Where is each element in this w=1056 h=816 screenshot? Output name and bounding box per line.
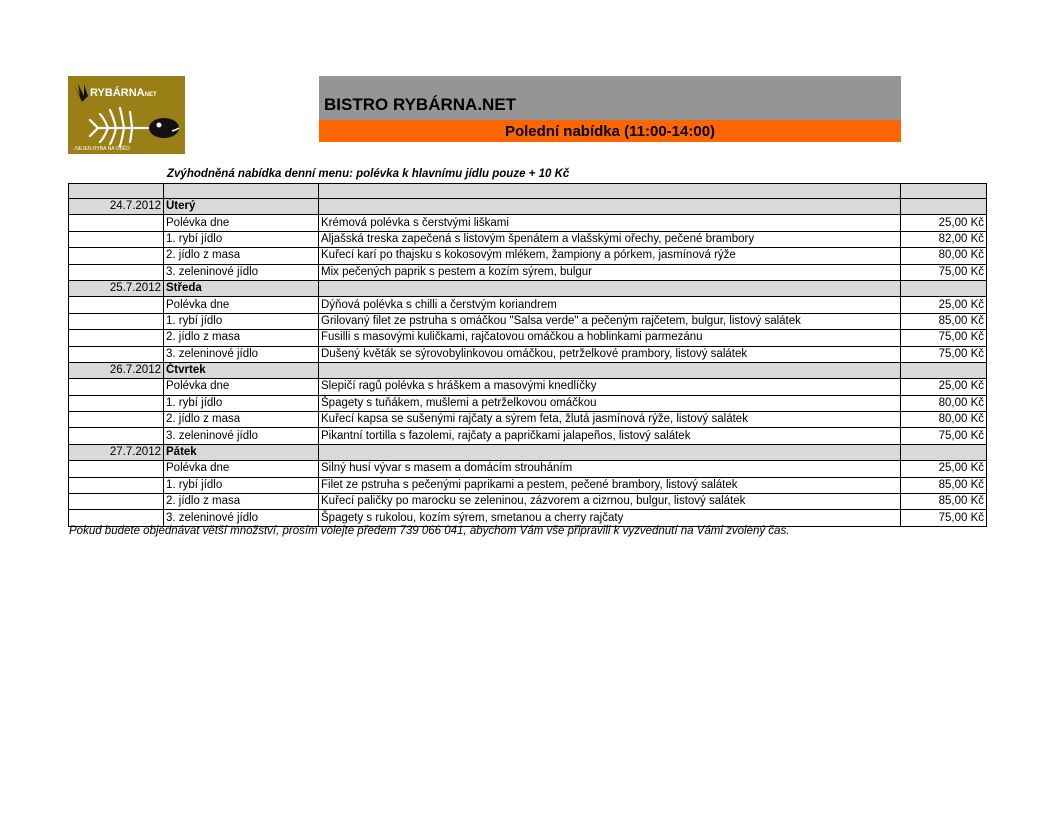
empty-cell — [69, 231, 164, 247]
dish-category: Polévka dne — [164, 297, 319, 313]
svg-text:.NET: .NET — [143, 92, 157, 98]
dish-name: Dušený květák se sýrovobylinkovou omáčkou, petrželkové prambory, listový salátek — [319, 346, 901, 362]
empty-cell — [69, 477, 164, 493]
table-header-row — [69, 184, 987, 199]
dish-category: 2. jídlo z masa — [164, 248, 319, 264]
dish-price: 75,00 Kč — [901, 264, 987, 280]
day-row — [69, 280, 987, 296]
day-row — [69, 444, 987, 460]
dish-price: 75,00 Kč — [901, 330, 987, 346]
day-name: Pátek — [164, 444, 319, 460]
dish-price: 80,00 Kč — [901, 412, 987, 428]
dish-price: 75,00 Kč — [901, 428, 987, 444]
dish-category: Polévka dne — [164, 215, 319, 231]
empty-cell — [69, 346, 164, 362]
logo — [68, 76, 185, 154]
table-row — [69, 477, 987, 493]
table-row — [69, 379, 987, 395]
day-date: 27.7.2012 — [69, 444, 164, 460]
day-date: 24.7.2012 — [69, 199, 164, 215]
table-row — [69, 461, 987, 477]
empty-cell — [69, 395, 164, 411]
dish-name: Špagety s rukolou, kozím sýrem, smetanou a cherry rajčaty — [319, 510, 901, 526]
table-row — [69, 264, 987, 280]
promo-text: Zvýhodněná nabídka denní menu: polévka k hlavnímu jídlu pouze + 10 Kč — [167, 168, 570, 180]
table-row — [69, 248, 987, 264]
menu-table — [68, 183, 987, 527]
dish-category: 1. rybí jídlo — [164, 231, 319, 247]
day-spacer — [901, 199, 987, 215]
dish-price: 85,00 Kč — [901, 494, 987, 510]
empty-cell — [69, 297, 164, 313]
table-row — [69, 428, 987, 444]
table-row — [69, 313, 987, 329]
day-spacer — [901, 280, 987, 296]
dish-price: 85,00 Kč — [901, 477, 987, 493]
fish-skeleton-logo-icon — [68, 76, 185, 154]
dish-name: Fusilli s masovými kuličkami, rajčatovou omáčkou a hoblinkami parmezánu — [319, 330, 901, 346]
table-row — [69, 395, 987, 411]
dish-category: 1. rybí jídlo — [164, 313, 319, 329]
empty-cell — [69, 248, 164, 264]
empty-cell — [69, 412, 164, 428]
day-name: Úterý — [164, 199, 319, 215]
day-spacer — [319, 280, 901, 296]
dish-name: Pikantní tortilla s fazolemi, rajčaty a papričkami jalapeños, listový salátek — [319, 428, 901, 444]
empty-cell — [69, 510, 164, 526]
dish-price: 25,00 Kč — [901, 461, 987, 477]
dish-price: 75,00 Kč — [901, 510, 987, 526]
day-date: 25.7.2012 — [69, 280, 164, 296]
dish-price: 25,00 Kč — [901, 379, 987, 395]
header-cell — [901, 184, 987, 199]
empty-cell — [69, 264, 164, 280]
footer-note: Pokud budete objednávat větší množství, prosím volejte předem 739 066 041, abychom Vám vše připravili k vyzvednutí na Vámi zvolený čas. — [69, 525, 790, 537]
dish-price: 25,00 Kč — [901, 215, 987, 231]
dish-price: 80,00 Kč — [901, 248, 987, 264]
day-spacer — [319, 362, 901, 378]
dish-price: 85,00 Kč — [901, 313, 987, 329]
day-row — [69, 199, 987, 215]
table-row — [69, 330, 987, 346]
dish-category: 3. zeleninové jídlo — [164, 428, 319, 444]
logo-slogan: ...NEJEN RYBA NA OBĚD — [71, 146, 130, 152]
day-row — [69, 362, 987, 378]
page-title: BISTRO RYBÁRNA.NET — [324, 95, 517, 114]
dish-name: Dýňová polévka s chilli a čerstvým koriandrem — [319, 297, 901, 313]
dish-category: 1. rybí jídlo — [164, 395, 319, 411]
table-row — [69, 215, 987, 231]
dish-price: 25,00 Kč — [901, 297, 987, 313]
dish-category: 3. zeleninové jídlo — [164, 264, 319, 280]
dish-price: 82,00 Kč — [901, 231, 987, 247]
day-spacer — [319, 199, 901, 215]
dish-name: Mix pečených paprik s pestem a kozím sýrem, bulgur — [319, 264, 901, 280]
day-spacer — [901, 444, 987, 460]
dish-category: 3. zeleninové jídlo — [164, 346, 319, 362]
empty-cell — [69, 428, 164, 444]
dish-name: Kuřecí karí po thajsku s kokosovým mlékem, žampiony a pórkem, jasmínová rýže — [319, 248, 901, 264]
empty-cell — [69, 494, 164, 510]
dish-name: Krémová polévka s čerstvými liškami — [319, 215, 901, 231]
dish-name: Filet ze pstruha s pečenými paprikami a pestem, pečené brambory, listový salátek — [319, 477, 901, 493]
day-spacer — [901, 362, 987, 378]
dish-name: Silný husí vývar s masem a domácím strouháním — [319, 461, 901, 477]
table-row — [69, 510, 987, 526]
dish-category: Polévka dne — [164, 379, 319, 395]
dish-name: Aljašská treska zapečená s listovým špenátem a vlašskými ořechy, pečené brambory — [319, 231, 901, 247]
table-row — [69, 412, 987, 428]
table-row — [69, 346, 987, 362]
dish-category: 3. zeleninové jídlo — [164, 510, 319, 526]
day-name: Středa — [164, 280, 319, 296]
day-name: Čtvrtek — [164, 362, 319, 378]
empty-cell — [69, 313, 164, 329]
header-cell — [164, 184, 319, 199]
table-row — [69, 297, 987, 313]
empty-cell — [69, 330, 164, 346]
dish-category: 2. jídlo z masa — [164, 330, 319, 346]
dish-price: 75,00 Kč — [901, 346, 987, 362]
dish-category: 1. rybí jídlo — [164, 477, 319, 493]
dish-name: Kuřecí kapsa se sušenými rajčaty a sýrem feta, žlutá jasmínová rýže, listový salátek — [319, 412, 901, 428]
day-spacer — [319, 444, 901, 460]
table-row — [69, 231, 987, 247]
dish-name: Špagety s tuňákem, mušlemi a petrželkovou omáčkou — [319, 395, 901, 411]
header-cell — [69, 184, 164, 199]
empty-cell — [69, 379, 164, 395]
empty-cell — [69, 461, 164, 477]
dish-category: 2. jídlo z masa — [164, 494, 319, 510]
header-cell — [319, 184, 901, 199]
svg-text:RYBÁRNA: RYBÁRNA — [90, 87, 145, 99]
table-row — [69, 494, 987, 510]
dish-category: Polévka dne — [164, 461, 319, 477]
dish-name: Grilovaný filet ze pstruha s omáčkou "Salsa verde" a pečeným rajčetem, bulgur, listový salátek — [319, 313, 901, 329]
empty-cell — [69, 215, 164, 231]
day-date: 26.7.2012 — [69, 362, 164, 378]
dish-category: 2. jídlo z masa — [164, 412, 319, 428]
dish-price: 80,00 Kč — [901, 395, 987, 411]
page-subtitle: Polední nabídka (11:00-14:00) — [504, 123, 716, 140]
dish-name: Slepičí ragů polévka s hráškem a masovými knedlíčky — [319, 379, 901, 395]
dish-name: Kuřecí paličky po marocku se zeleninou, zázvorem a cizrnou, bulgur, listový salátek — [319, 494, 901, 510]
